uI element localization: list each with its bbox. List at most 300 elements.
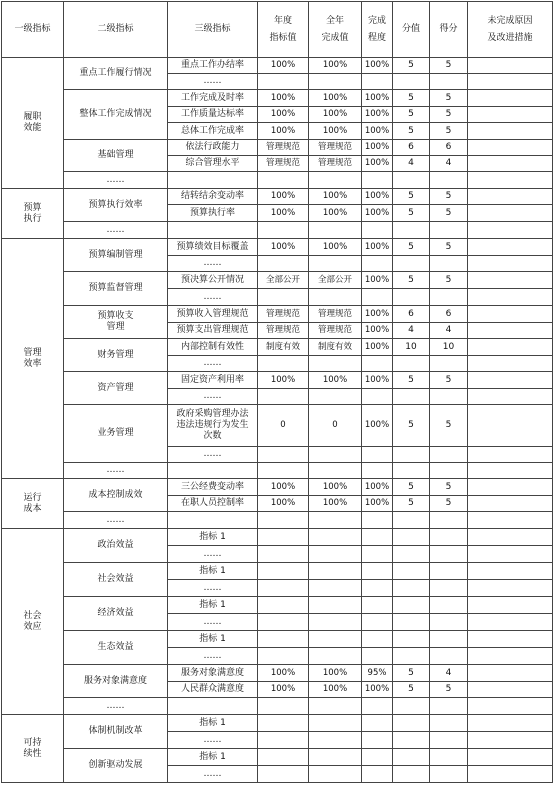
level3-cell: …… — [168, 289, 258, 306]
weight-cell: 6 — [393, 140, 430, 156]
weight-cell: 6 — [393, 306, 430, 323]
score-cell: 5 — [430, 372, 468, 389]
reason-cell — [468, 256, 553, 272]
score-cell — [430, 648, 468, 665]
weight-cell: 10 — [393, 339, 430, 356]
actual-value-cell: 100% — [309, 90, 362, 107]
level3-cell: 工作完成及时率 — [168, 90, 258, 107]
header-cell: 全年 完成值 — [309, 2, 362, 58]
table-row — [2, 405, 553, 447]
completion-rate-cell — [362, 631, 393, 648]
annual-target-cell — [258, 447, 309, 463]
weight-cell — [393, 749, 430, 766]
table-row — [2, 512, 553, 529]
score-cell: 4 — [430, 665, 468, 682]
actual-value-cell — [309, 463, 362, 479]
header-cell: 分值 — [393, 2, 430, 58]
level3-cell: 在职人员控制率 — [168, 496, 258, 512]
table-row — [2, 631, 553, 648]
actual-value-cell — [309, 546, 362, 563]
reason-cell — [468, 323, 553, 339]
actual-value-cell: 全部公开 — [309, 272, 362, 289]
table-row — [2, 306, 553, 323]
actual-value-cell: 100% — [309, 58, 362, 74]
actual-value-cell — [309, 256, 362, 272]
actual-value-cell: 管理规范 — [309, 156, 362, 172]
weight-cell — [393, 222, 430, 239]
level3-cell: 指标 1 — [168, 631, 258, 648]
level2-cell: 整体工作完成情况 — [64, 90, 168, 140]
weight-cell: 5 — [393, 479, 430, 496]
reason-cell — [468, 580, 553, 597]
completion-rate-cell — [362, 289, 393, 306]
table-row — [2, 529, 553, 546]
reason-cell — [468, 546, 553, 563]
weight-cell — [393, 597, 430, 614]
level3-cell: …… — [168, 766, 258, 783]
level2-cell: 政治效益 — [64, 529, 168, 563]
table-row — [2, 58, 553, 74]
score-cell: 5 — [430, 58, 468, 74]
table-row — [2, 140, 553, 156]
completion-rate-cell — [362, 580, 393, 597]
level2-cell: 服务对象满意度 — [64, 665, 168, 698]
score-cell: 5 — [430, 682, 468, 698]
level2-cell: 社会效益 — [64, 563, 168, 597]
reason-cell — [468, 512, 553, 529]
score-cell: 5 — [430, 205, 468, 222]
actual-value-cell — [309, 580, 362, 597]
level1-cell: 履职 效能 — [2, 58, 64, 189]
reason-cell — [468, 405, 553, 447]
annual-target-cell — [258, 749, 309, 766]
level3-cell: 内部控制有效性 — [168, 339, 258, 356]
level3-cell: 指标 1 — [168, 715, 258, 732]
level3-cell — [168, 698, 258, 715]
reason-cell — [468, 239, 553, 256]
annual-target-cell — [258, 597, 309, 614]
actual-value-cell — [309, 512, 362, 529]
annual-target-cell: 100% — [258, 665, 309, 682]
score-cell: 6 — [430, 140, 468, 156]
annual-target-cell — [258, 222, 309, 239]
level3-cell — [168, 222, 258, 239]
score-cell — [430, 597, 468, 614]
score-cell: 5 — [430, 239, 468, 256]
level1-cell: 预算 执行 — [2, 189, 64, 239]
actual-value-cell: 100% — [309, 665, 362, 682]
level3-cell — [168, 172, 258, 189]
completion-rate-cell — [362, 222, 393, 239]
level2-cell: 基础管理 — [64, 140, 168, 172]
table-row — [2, 597, 553, 614]
level3-cell: …… — [168, 74, 258, 90]
table-row — [2, 715, 553, 732]
score-cell — [430, 766, 468, 783]
completion-rate-cell: 100% — [362, 479, 393, 496]
completion-rate-cell: 100% — [362, 58, 393, 74]
reason-cell — [468, 140, 553, 156]
completion-rate-cell: 100% — [362, 339, 393, 356]
level3-cell: 工作质量达标率 — [168, 107, 258, 123]
weight-cell: 5 — [393, 189, 430, 205]
completion-rate-cell: 100% — [362, 90, 393, 107]
weight-cell: 5 — [393, 90, 430, 107]
reason-cell — [468, 614, 553, 631]
level3-cell: 人民群众满意度 — [168, 682, 258, 698]
reason-cell — [468, 463, 553, 479]
level2-cell: 业务管理 — [64, 405, 168, 463]
score-cell: 4 — [430, 323, 468, 339]
reason-cell — [468, 732, 553, 749]
reason-cell — [468, 356, 553, 372]
annual-target-cell — [258, 74, 309, 90]
actual-value-cell: 制度有效 — [309, 339, 362, 356]
actual-value-cell — [309, 698, 362, 715]
level3-cell: …… — [168, 256, 258, 272]
score-cell: 5 — [430, 90, 468, 107]
actual-value-cell: 100% — [309, 205, 362, 222]
score-cell — [430, 512, 468, 529]
level3-cell: 固定资产利用率 — [168, 372, 258, 389]
table-row — [2, 222, 553, 239]
table-row — [2, 372, 553, 389]
actual-value-cell: 100% — [309, 123, 362, 140]
completion-rate-cell — [362, 648, 393, 665]
level3-cell: …… — [168, 356, 258, 372]
reason-cell — [468, 90, 553, 107]
completion-rate-cell: 95% — [362, 665, 393, 682]
weight-cell — [393, 715, 430, 732]
completion-rate-cell: 100% — [362, 239, 393, 256]
weight-cell — [393, 74, 430, 90]
level3-cell: 三公经费变动率 — [168, 479, 258, 496]
actual-value-cell — [309, 766, 362, 783]
reason-cell — [468, 496, 553, 512]
actual-value-cell — [309, 648, 362, 665]
actual-value-cell: 100% — [309, 682, 362, 698]
actual-value-cell: 100% — [309, 107, 362, 123]
completion-rate-cell — [362, 529, 393, 546]
reason-cell — [468, 447, 553, 463]
annual-target-cell — [258, 698, 309, 715]
reason-cell — [468, 698, 553, 715]
completion-rate-cell — [362, 749, 393, 766]
actual-value-cell — [309, 563, 362, 580]
actual-value-cell: 100% — [309, 372, 362, 389]
table-row — [2, 665, 553, 682]
completion-rate-cell — [362, 74, 393, 90]
header-cell: 二级指标 — [64, 2, 168, 58]
level3-cell: 预算收入管理规范 — [168, 306, 258, 323]
level3-cell: …… — [168, 614, 258, 631]
score-cell — [430, 389, 468, 405]
annual-target-cell — [258, 715, 309, 732]
score-cell — [430, 715, 468, 732]
score-cell — [430, 463, 468, 479]
completion-rate-cell: 100% — [362, 272, 393, 289]
annual-target-cell — [258, 546, 309, 563]
weight-cell — [393, 614, 430, 631]
header-cell: 完成 程度 — [362, 2, 393, 58]
reason-cell — [468, 289, 553, 306]
reason-cell — [468, 563, 553, 580]
completion-rate-cell — [362, 614, 393, 631]
annual-target-cell — [258, 529, 309, 546]
level3-cell: 结转结余变动率 — [168, 189, 258, 205]
score-cell: 5 — [430, 405, 468, 447]
level3-cell: …… — [168, 546, 258, 563]
weight-cell: 5 — [393, 58, 430, 74]
actual-value-cell — [309, 715, 362, 732]
weight-cell — [393, 512, 430, 529]
reason-cell — [468, 74, 553, 90]
table-row — [2, 749, 553, 766]
score-cell — [430, 222, 468, 239]
reason-cell — [468, 272, 553, 289]
reason-cell — [468, 597, 553, 614]
level3-cell: 政府采购管理办法 违法违规行为发生 次数 — [168, 405, 258, 447]
annual-target-cell: 100% — [258, 372, 309, 389]
weight-cell — [393, 698, 430, 715]
weight-cell — [393, 356, 430, 372]
level2-cell: 预算收支 管理 — [64, 306, 168, 339]
weight-cell: 5 — [393, 205, 430, 222]
score-cell: 5 — [430, 496, 468, 512]
annual-target-cell: 100% — [258, 496, 309, 512]
actual-value-cell: 管理规范 — [309, 323, 362, 339]
weight-cell — [393, 766, 430, 783]
annual-target-cell — [258, 389, 309, 405]
completion-rate-cell — [362, 563, 393, 580]
table-row — [2, 172, 553, 189]
completion-rate-cell — [362, 766, 393, 783]
level2-cell: 财务管理 — [64, 339, 168, 372]
completion-rate-cell — [362, 356, 393, 372]
actual-value-cell — [309, 289, 362, 306]
level3-cell: 综合管理水平 — [168, 156, 258, 172]
table-row — [2, 239, 553, 256]
actual-value-cell: 100% — [309, 189, 362, 205]
score-cell — [430, 614, 468, 631]
completion-rate-cell — [362, 389, 393, 405]
actual-value-cell — [309, 529, 362, 546]
weight-cell: 5 — [393, 405, 430, 447]
level1-cell: 社会 效应 — [2, 529, 64, 715]
performance-table — [1, 1, 553, 783]
actual-value-cell — [309, 389, 362, 405]
level1-cell: 管理 效率 — [2, 239, 64, 479]
annual-target-cell — [258, 289, 309, 306]
completion-rate-cell: 100% — [362, 306, 393, 323]
level2-cell: 资产管理 — [64, 372, 168, 405]
completion-rate-cell: 100% — [362, 205, 393, 222]
actual-value-cell: 100% — [309, 479, 362, 496]
completion-rate-cell: 100% — [362, 682, 393, 698]
weight-cell — [393, 389, 430, 405]
score-cell: 5 — [430, 107, 468, 123]
annual-target-cell: 管理规范 — [258, 306, 309, 323]
completion-rate-cell: 100% — [362, 107, 393, 123]
completion-rate-cell: 100% — [362, 496, 393, 512]
reason-cell — [468, 682, 553, 698]
annual-target-cell: 100% — [258, 479, 309, 496]
table-row — [2, 90, 553, 107]
score-cell: 10 — [430, 339, 468, 356]
annual-target-cell — [258, 356, 309, 372]
level3-cell: 指标 1 — [168, 597, 258, 614]
actual-value-cell — [309, 631, 362, 648]
table-row — [2, 272, 553, 289]
reason-cell — [468, 648, 553, 665]
score-cell: 5 — [430, 189, 468, 205]
completion-rate-cell — [362, 597, 393, 614]
annual-target-cell: 100% — [258, 123, 309, 140]
actual-value-cell — [309, 614, 362, 631]
weight-cell: 5 — [393, 496, 430, 512]
header-cell: 得分 — [430, 2, 468, 58]
actual-value-cell — [309, 172, 362, 189]
level3-cell: …… — [168, 447, 258, 463]
completion-rate-cell — [362, 463, 393, 479]
actual-value-cell: 0 — [309, 405, 362, 447]
score-cell — [430, 749, 468, 766]
reason-cell — [468, 715, 553, 732]
actual-value-cell — [309, 732, 362, 749]
completion-rate-cell — [362, 732, 393, 749]
level3-cell: 预算执行率 — [168, 205, 258, 222]
level2-cell: …… — [64, 172, 168, 189]
score-cell — [430, 529, 468, 546]
annual-target-cell — [258, 614, 309, 631]
level3-cell: 预决算公开情况 — [168, 272, 258, 289]
score-cell — [430, 546, 468, 563]
actual-value-cell — [309, 222, 362, 239]
actual-value-cell: 管理规范 — [309, 306, 362, 323]
weight-cell: 5 — [393, 682, 430, 698]
level3-cell: 预算绩效目标覆盖 — [168, 239, 258, 256]
score-cell — [430, 356, 468, 372]
level2-cell: 预算执行效率 — [64, 189, 168, 222]
weight-cell: 5 — [393, 239, 430, 256]
level1-cell: 可持 续性 — [2, 715, 64, 783]
actual-value-cell — [309, 597, 362, 614]
reason-cell — [468, 766, 553, 783]
header-cell: 未完成原因 及改进措施 — [468, 2, 553, 58]
reason-cell — [468, 389, 553, 405]
annual-target-cell — [258, 256, 309, 272]
annual-target-cell: 管理规范 — [258, 140, 309, 156]
annual-target-cell — [258, 463, 309, 479]
weight-cell — [393, 732, 430, 749]
level3-cell: 指标 1 — [168, 563, 258, 580]
actual-value-cell — [309, 749, 362, 766]
header-row — [2, 2, 553, 58]
completion-rate-cell: 100% — [362, 189, 393, 205]
completion-rate-cell — [362, 447, 393, 463]
annual-target-cell: 全部公开 — [258, 272, 309, 289]
completion-rate-cell: 100% — [362, 323, 393, 339]
header-cell: 年度 指标值 — [258, 2, 309, 58]
completion-rate-cell: 100% — [362, 140, 393, 156]
reason-cell — [468, 665, 553, 682]
completion-rate-cell: 100% — [362, 123, 393, 140]
weight-cell — [393, 631, 430, 648]
score-cell — [430, 732, 468, 749]
level2-cell: …… — [64, 222, 168, 239]
header-cell: 一级指标 — [2, 2, 64, 58]
reason-cell — [468, 479, 553, 496]
annual-target-cell: 管理规范 — [258, 323, 309, 339]
score-cell — [430, 698, 468, 715]
weight-cell — [393, 529, 430, 546]
level2-cell: …… — [64, 512, 168, 529]
completion-rate-cell — [362, 546, 393, 563]
actual-value-cell: 100% — [309, 496, 362, 512]
score-cell — [430, 74, 468, 90]
weight-cell: 5 — [393, 665, 430, 682]
level2-cell: 成本控制成效 — [64, 479, 168, 512]
reason-cell — [468, 749, 553, 766]
annual-target-cell: 制度有效 — [258, 339, 309, 356]
reason-cell — [468, 222, 553, 239]
level2-cell: …… — [64, 698, 168, 715]
weight-cell — [393, 289, 430, 306]
score-cell: 6 — [430, 306, 468, 323]
level3-cell: …… — [168, 580, 258, 597]
level2-cell: 重点工作履行情况 — [64, 58, 168, 90]
level3-cell — [168, 463, 258, 479]
level3-cell: …… — [168, 732, 258, 749]
weight-cell: 5 — [393, 107, 430, 123]
level3-cell: 指标 1 — [168, 529, 258, 546]
weight-cell — [393, 648, 430, 665]
completion-rate-cell: 100% — [362, 156, 393, 172]
annual-target-cell: 100% — [258, 682, 309, 698]
actual-value-cell — [309, 356, 362, 372]
actual-value-cell — [309, 74, 362, 90]
reason-cell — [468, 172, 553, 189]
annual-target-cell: 管理规范 — [258, 156, 309, 172]
reason-cell — [468, 189, 553, 205]
actual-value-cell — [309, 447, 362, 463]
annual-target-cell — [258, 172, 309, 189]
completion-rate-cell: 100% — [362, 372, 393, 389]
level3-cell: 服务对象满意度 — [168, 665, 258, 682]
annual-target-cell — [258, 512, 309, 529]
annual-target-cell: 100% — [258, 189, 309, 205]
annual-target-cell — [258, 766, 309, 783]
annual-target-cell — [258, 631, 309, 648]
level2-cell: …… — [64, 463, 168, 479]
reason-cell — [468, 339, 553, 356]
completion-rate-cell — [362, 172, 393, 189]
table-row — [2, 189, 553, 205]
level2-cell: 生态效益 — [64, 631, 168, 665]
completion-rate-cell — [362, 256, 393, 272]
weight-cell: 5 — [393, 372, 430, 389]
annual-target-cell: 100% — [258, 239, 309, 256]
reason-cell — [468, 156, 553, 172]
reason-cell — [468, 529, 553, 546]
reason-cell — [468, 58, 553, 74]
weight-cell — [393, 563, 430, 580]
score-cell: 4 — [430, 156, 468, 172]
completion-rate-cell: 100% — [362, 405, 393, 447]
weight-cell — [393, 447, 430, 463]
table-row — [2, 563, 553, 580]
actual-value-cell: 100% — [309, 239, 362, 256]
